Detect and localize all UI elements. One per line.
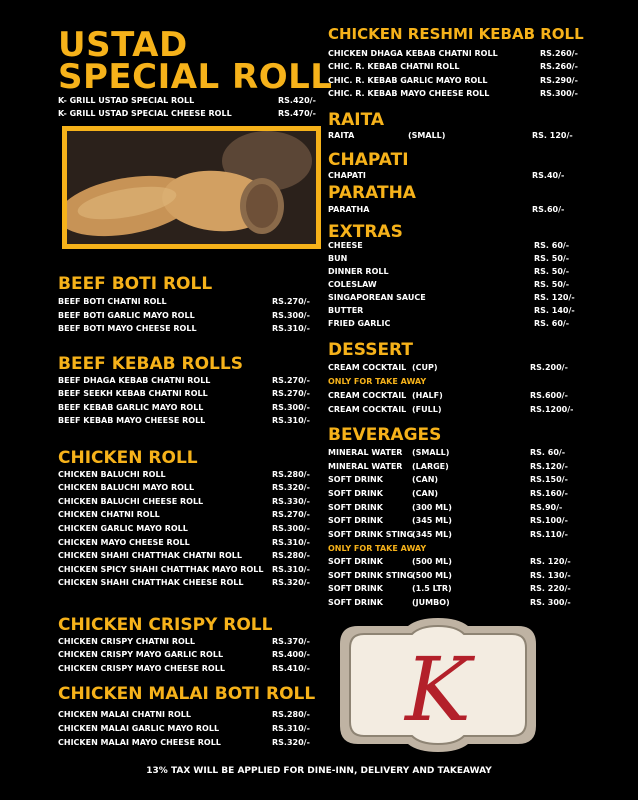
tax-note: 13% TAX WILL BE APPLIED FOR DINE-INN, DELIVERY AND TAKEAWAY [146, 766, 492, 776]
item-price: RS.320/- [272, 738, 310, 747]
item-price: RS. 60/- [530, 448, 566, 457]
item-price: RS.310/- [272, 724, 310, 733]
item-price: RS.150/- [530, 475, 568, 484]
item-price: RS.280/- [272, 470, 310, 479]
item-size: (FULL) [412, 405, 442, 414]
item-name: MINERAL WATER [328, 462, 403, 471]
item-price: RS.310/- [272, 538, 310, 547]
item-name: COLESLAW [328, 280, 377, 289]
item-size: (CAN) [412, 489, 439, 498]
item-price: RS.420/- [278, 96, 316, 105]
item-name: SOFT DRINK STING [328, 571, 414, 580]
item-size: (500 ML) [412, 557, 452, 566]
item-price: RS.280/- [272, 551, 310, 560]
item-name: CHICKEN MAYO CHEESE ROLL [58, 538, 190, 547]
item-price: RS. 120/- [530, 557, 571, 566]
item-name: MINERAL WATER [328, 448, 403, 457]
item-price: RS.200/- [530, 363, 568, 372]
item-name: SOFT DRINK [328, 503, 383, 512]
item-name: BEEF BOTI GARLIC MAYO ROLL [58, 311, 195, 320]
item-size: (345 ML) [412, 516, 452, 525]
item-price: RS. 120/- [534, 293, 575, 302]
item-name: CHICKEN MALAI GARLIC MAYO ROLL [58, 724, 220, 733]
section-title-extras: EXTRAS [328, 222, 403, 242]
item-price: RS.370/- [272, 637, 310, 646]
item-price: RS.40/- [532, 171, 565, 180]
item-name: CHICKEN MALAI CHATNI ROLL [58, 710, 191, 719]
item-price: RS.60/- [532, 205, 565, 214]
item-price: RS.290/- [540, 76, 578, 85]
item-size: (345 ML) [412, 530, 452, 539]
section-title-beverages: BEVERAGES [328, 425, 442, 445]
item-price: RS.280/- [272, 710, 310, 719]
item-price: RS.470/- [278, 109, 316, 118]
item-price: RS. 300/- [530, 598, 571, 607]
item-price: RS.300/- [272, 524, 310, 533]
logo-letter: K [405, 638, 471, 741]
item-name: CREAM COCKTAIL [328, 405, 407, 414]
item-price: RS.330/- [272, 497, 310, 506]
item-price: RS. 120/- [532, 131, 573, 140]
item-name: BEEF BOTI CHATNI ROLL [58, 297, 167, 306]
item-price: RS.300/- [272, 311, 310, 320]
item-price: RS.320/- [272, 483, 310, 492]
item-name: CHICKEN SPICY SHAHI CHATTHAK MAYO ROLL [58, 565, 264, 574]
section-title-chicken-crispy: CHICKEN CRISPY ROLL [58, 615, 273, 635]
item-price: RS.1200/- [530, 405, 574, 414]
item-name: CREAM COCKTAIL [328, 391, 407, 400]
item-size: (HALF) [412, 391, 443, 400]
item-price: RS.400/- [272, 650, 310, 659]
item-name: CHICKEN BALUCHI CHEESE ROLL [58, 497, 204, 506]
item-name: CHICKEN DHAGA KEBAB CHATNI ROLL [328, 49, 498, 58]
item-price: RS.310/- [272, 565, 310, 574]
item-price: RS. 50/- [534, 267, 570, 276]
item-size: (500 ML) [412, 571, 452, 580]
item-price: RS. 130/- [530, 571, 571, 580]
item-name: CHICKEN CHATNI ROLL [58, 510, 160, 519]
item-name: SOFT DRINK [328, 584, 383, 593]
section-title-chicken-malai: CHICKEN MALAI BOTI ROLL [58, 684, 316, 704]
item-name: K- GRILL USTAD SPECIAL ROLL [58, 96, 195, 105]
item-price: RS.120/- [530, 462, 568, 471]
item-price: RS.300/- [272, 403, 310, 412]
item-name: BEEF BOTI MAYO CHEESE ROLL [58, 324, 197, 333]
item-name: PARATHA [328, 205, 370, 214]
take-away-note: ONLY FOR TAKE AWAY [328, 544, 427, 553]
item-price: RS.110/- [530, 530, 568, 539]
roll-image [67, 131, 316, 244]
brand-logo [338, 616, 538, 754]
section-title-chapati: CHAPATI [328, 150, 409, 170]
item-name: BEEF KEBAB GARLIC MAYO ROLL [58, 403, 204, 412]
item-name: BEEF KEBAB MAYO CHEESE ROLL [58, 416, 206, 425]
item-name: CHIC. R. KEBAB GARLIC MAYO ROLL [328, 76, 488, 85]
item-name: K- GRILL USTAD SPECIAL CHEESE ROLL [58, 109, 232, 118]
item-name: CHICKEN BALUCHI ROLL [58, 470, 166, 479]
item-name: SOFT DRINK STING [328, 530, 414, 539]
item-price: RS. 220/- [530, 584, 571, 593]
item-price: RS.160/- [530, 489, 568, 498]
item-name: SOFT DRINK [328, 557, 383, 566]
item-name: SINGAPOREAN SAUCE [328, 293, 426, 302]
item-size: (300 ML) [412, 503, 452, 512]
item-name: CHEESE [328, 241, 363, 250]
item-price: RS.310/- [272, 416, 310, 425]
item-size: (CAN) [412, 475, 439, 484]
item-size: (LARGE) [412, 462, 449, 471]
item-name: CHICKEN CRISPY MAYO GARLIC ROLL [58, 650, 224, 659]
ustad-title-line2: SPECIAL ROLL [58, 57, 333, 97]
section-title-beef-kebab: BEEF KEBAB ROLLS [58, 354, 243, 374]
item-price: RS.270/- [272, 376, 310, 385]
section-title-reshmi: CHICKEN RESHMI KEBAB ROLL [328, 25, 584, 43]
item-price: RS.320/- [272, 578, 310, 587]
food-photo [62, 126, 321, 249]
item-name: CHICKEN CRISPY CHATNI ROLL [58, 637, 195, 646]
item-name: CHICKEN MALAI MAYO CHEESE ROLL [58, 738, 221, 747]
item-price: RS.260/- [540, 62, 578, 71]
item-price: RS.90/- [530, 503, 563, 512]
item-price: RS.270/- [272, 510, 310, 519]
item-name: CHIC. R. KEBAB MAYO CHEESE ROLL [328, 89, 490, 98]
item-name: SOFT DRINK [328, 489, 383, 498]
item-size: (JUMBO) [412, 598, 450, 607]
k-logo-icon [338, 616, 538, 754]
item-price: RS.310/- [272, 324, 310, 333]
item-price: RS.410/- [272, 664, 310, 673]
item-name: DINNER ROLL [328, 267, 389, 276]
item-name: CHICKEN CRISPY MAYO CHEESE ROLL [58, 664, 225, 673]
item-price: RS.600/- [530, 391, 568, 400]
item-price: RS.260/- [540, 49, 578, 58]
ustad-title-line1: USTAD [58, 25, 188, 65]
section-title-chicken-roll: CHICKEN ROLL [58, 448, 198, 468]
item-name: BUTTER [328, 306, 364, 315]
section-title-dessert: DESSERT [328, 340, 413, 360]
item-size: (SMALL) [412, 448, 450, 457]
item-name: FRIED GARLIC [328, 319, 391, 328]
item-price: RS.100/- [530, 516, 568, 525]
item-price: RS.270/- [272, 389, 310, 398]
item-name: CREAM COCKTAIL [328, 363, 407, 372]
section-title-paratha: PARATHA [328, 183, 416, 203]
item-price: RS. 60/- [534, 241, 570, 250]
section-title-raita: RAITA [328, 110, 385, 130]
item-name: CHICKEN SHAHI CHATTHAK CHATNI ROLL [58, 551, 242, 560]
item-name: SOFT DRINK [328, 475, 383, 484]
item-name: BEEF DHAGA KEBAB CHATNI ROLL [58, 376, 211, 385]
item-name: RAITA [328, 131, 355, 140]
item-name: BEEF SEEKH KEBAB CHATNI ROLL [58, 389, 208, 398]
item-size: (SMALL) [408, 131, 446, 140]
item-price: RS. 140/- [534, 306, 575, 315]
item-name: CHAPATI [328, 171, 366, 180]
take-away-note: ONLY FOR TAKE AWAY [328, 377, 427, 386]
item-name: SOFT DRINK [328, 598, 383, 607]
item-price: RS. 50/- [534, 280, 570, 289]
item-price: RS. 50/- [534, 254, 570, 263]
item-name: SOFT DRINK [328, 516, 383, 525]
item-price: RS.300/- [540, 89, 578, 98]
section-title-beef-boti: BEEF BOTI ROLL [58, 274, 213, 294]
item-name: CHIC. R. KEBAB CHATNI ROLL [328, 62, 460, 71]
item-name: CHICKEN BALUCHI MAYO ROLL [58, 483, 195, 492]
item-name: CHICKEN GARLIC MAYO ROLL [58, 524, 188, 533]
item-name: CHICKEN SHAHI CHATTHAK CHEESE ROLL [58, 578, 244, 587]
item-size: (1.5 LTR) [412, 584, 452, 593]
item-size: (CUP) [412, 363, 438, 372]
item-price: RS. 60/- [534, 319, 570, 328]
item-name: BUN [328, 254, 348, 263]
item-price: RS.270/- [272, 297, 310, 306]
